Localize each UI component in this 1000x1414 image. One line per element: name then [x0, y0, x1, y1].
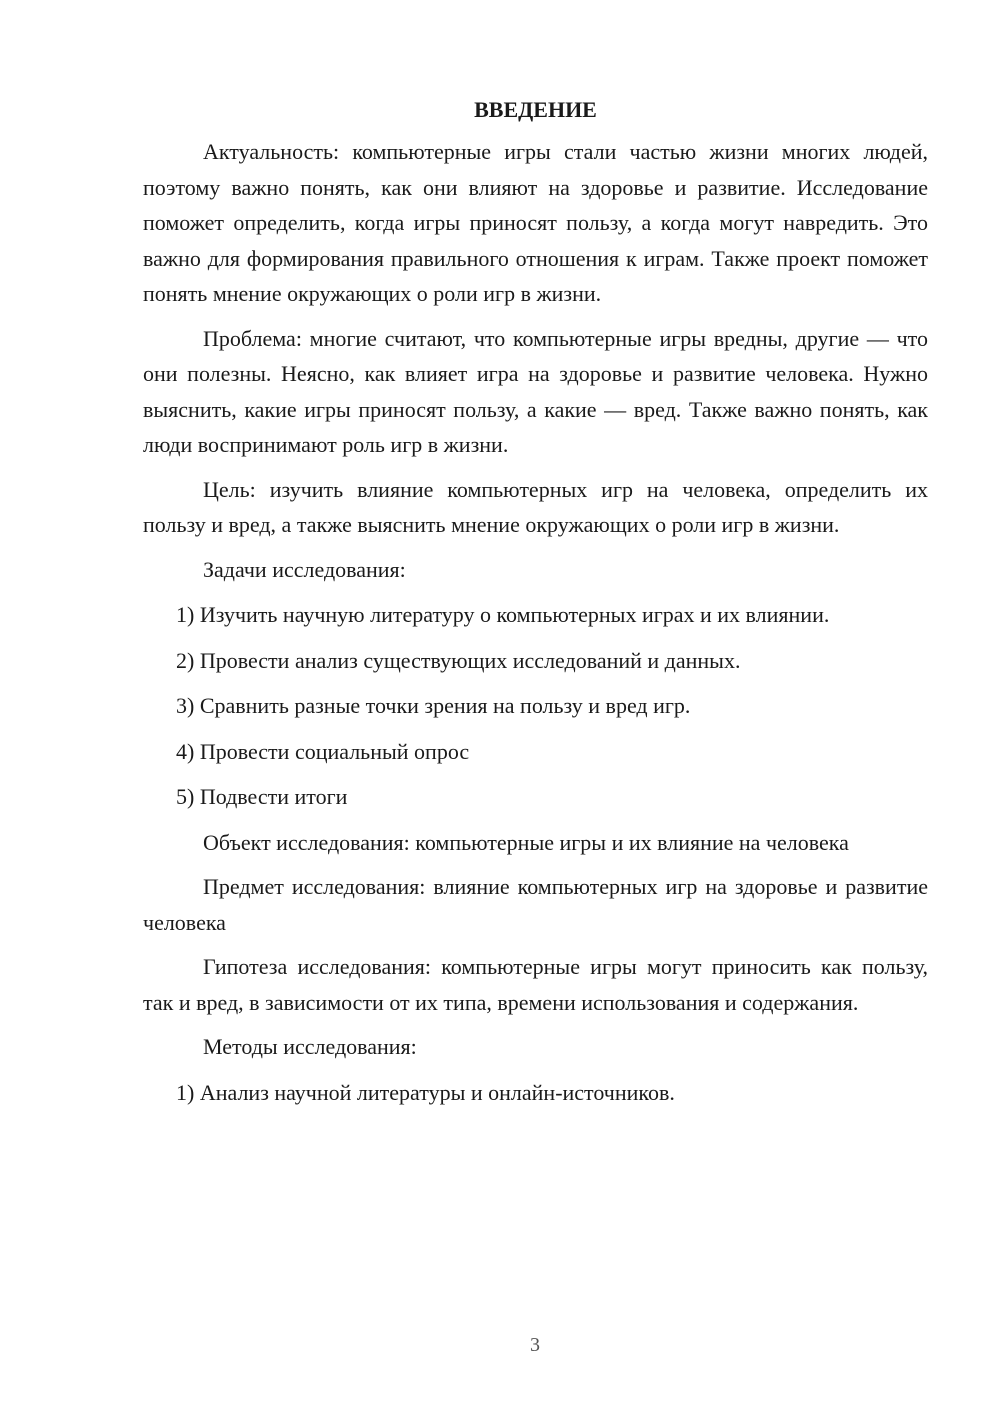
method-item: 1) Анализ научной литературы и онлайн-источников. [176, 1079, 675, 1105]
tasks-heading: Задачи исследования: [203, 556, 406, 582]
methods-heading: Методы исследования: [203, 1034, 417, 1059]
task-item: 2) Провести анализ существующих исследований и данных. [176, 647, 741, 673]
task-item: 3) Сравнить разные точки зрения на пользу и вред игр. [176, 693, 691, 718]
problem-paragraph: Проблема: многие считают, что компьютерные игры вредны, другие — что они полезны. Неясно, как влияет игра на здоровье и развитие человека. Нужно выяснить, какие игры приносят пользу, а какие — вред. Также важно понять, как люди воспринимают роль игр в жизни. [143, 325, 928, 457]
goal-paragraph: Цель: изучить влияние компьютерных игр на человека, определить их пользу и вред, а также выяснить мнение окружающих о роли игр в жизни. [143, 476, 928, 537]
task-item: 1) Изучить научную литературу о компьютерных играх и их влиянии. [176, 602, 830, 627]
hypothesis-paragraph: Гипотеза исследования: компьютерные игры могут приносить как пользу, так и вред, в зависимости от их типа, времени использования и содержания. [143, 954, 928, 1015]
document-page [143, 94, 928, 1120]
relevance-paragraph: Актуальность: компьютерные игры стали частью жизни многих людей, поэтому важно понять, как они влияют на здоровье и развитие. Исследование поможет определить, когда игры приносят пользу, а когда могут навредить. Это важно для формирования правильного отношения к играм. Также проект поможет понять мнение окружающих о роли игр в жизни. [143, 139, 928, 306]
task-item: 4) Провести социальный опрос [176, 738, 470, 764]
task-item: 5) Подвести итоги [176, 784, 348, 809]
section-title: ВВЕДЕНИЕ [474, 97, 597, 122]
page-number: 3 [530, 1334, 540, 1356]
object-paragraph: Объект исследования: компьютерные игры и их влияние на человека [203, 829, 849, 855]
subject-paragraph: Предмет исследования: влияние компьютерных игр на здоровье и развитие человека [143, 874, 928, 935]
